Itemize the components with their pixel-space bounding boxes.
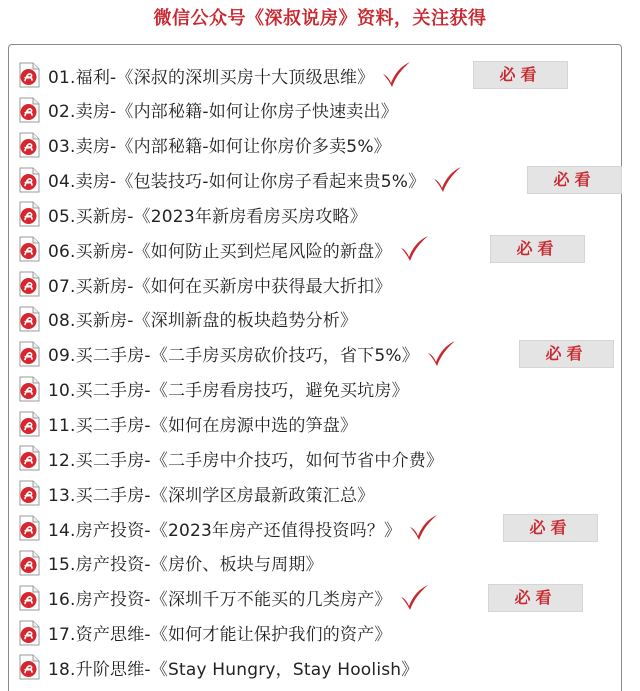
document-item[interactable] — [18, 372, 409, 406]
pdf-file-icon — [18, 654, 40, 680]
document-title: 18.升阶思维-《Stay Hungry，Stay Hoolish》 — [48, 659, 419, 680]
pdf-file-icon — [18, 376, 40, 402]
pdf-file-icon — [18, 132, 40, 158]
document-title: 10.买二手房-《二手房看房技巧，避免买坑房》 — [48, 381, 409, 402]
document-title: 13.买二手房-《深圳学区房最新政策汇总》 — [48, 485, 375, 506]
pdf-file-icon — [18, 620, 40, 646]
document-title: 01.福利-《深叔的深圳买房十大顶级思维》 — [48, 67, 375, 88]
document-item[interactable] — [18, 267, 392, 301]
pdf-file-icon — [18, 236, 40, 262]
document-item[interactable] — [18, 511, 439, 545]
must-read-button[interactable]: 必看 — [473, 61, 568, 89]
document-item[interactable] — [18, 58, 412, 92]
pdf-file-icon — [18, 515, 40, 541]
document-title: 14.房产投资-《2023年房产还值得投资吗？》 — [48, 520, 402, 541]
document-item[interactable] — [18, 93, 398, 127]
document-item[interactable] — [18, 197, 367, 231]
checkmark-icon — [431, 165, 463, 195]
pdf-file-icon — [18, 550, 40, 576]
pdf-file-icon — [18, 341, 40, 367]
document-title: 03.卖房-《内部秘籍-如何让你房价多卖5%》 — [48, 137, 391, 158]
document-item[interactable] — [18, 407, 357, 441]
document-title: 06.买新房-《如何防止买到烂尾风险的新盘》 — [48, 241, 392, 262]
pdf-file-icon — [18, 271, 40, 297]
pdf-file-icon — [18, 411, 40, 437]
document-item[interactable] — [18, 302, 357, 336]
pdf-file-icon — [18, 306, 40, 332]
checkmark-icon — [398, 234, 430, 264]
document-title: 12.买二手房-《二手房中介技巧，如何节省中介费》 — [48, 450, 444, 471]
must-read-button[interactable]: 必看 — [490, 235, 585, 263]
document-title: 05.买新房-《2023年新房看房买房攻略》 — [48, 206, 367, 227]
document-title: 15.房产投资-《房价、板块与周期》 — [48, 555, 323, 576]
document-item[interactable] — [18, 337, 457, 371]
document-item[interactable] — [18, 650, 418, 684]
document-title: 02.卖房-《内部秘籍-如何让你房子快速卖出》 — [48, 102, 398, 123]
pdf-file-icon — [18, 97, 40, 123]
document-title: 11.买二手房-《如何在房源中选的笋盘》 — [48, 416, 358, 436]
document-item[interactable] — [18, 476, 374, 510]
document-item[interactable] — [18, 616, 392, 650]
checkmark-icon — [398, 583, 430, 613]
pdf-file-icon — [18, 62, 40, 88]
pdf-file-icon — [18, 167, 40, 193]
document-item[interactable] — [18, 546, 323, 580]
document-title: 09.买二手房-《二手房买房砍价技巧，省下5%》 — [48, 346, 419, 367]
must-read-button[interactable]: 必看 — [519, 340, 614, 368]
document-title: 07.买新房-《如何在买新房中获得最大折扣》 — [48, 276, 392, 297]
must-read-button[interactable]: 必看 — [488, 584, 583, 612]
checkmark-icon — [425, 339, 457, 369]
document-title: 08.买新房-《深圳新盘的板块趋势分析》 — [48, 311, 358, 332]
pdf-file-icon — [18, 480, 40, 506]
document-item[interactable] — [18, 128, 391, 162]
page-title: 微信公众号《深叔说房》资料，关注获得 — [153, 8, 487, 29]
pdf-file-icon — [18, 445, 40, 471]
pdf-file-icon — [18, 585, 40, 611]
document-item[interactable] — [18, 163, 463, 197]
document-item[interactable] — [18, 441, 443, 475]
document-item[interactable] — [18, 581, 430, 615]
checkmark-icon — [380, 60, 412, 90]
document-title: 17.资产思维-《如何才能让保护我们的资产》 — [48, 625, 392, 646]
must-read-button[interactable]: 必看 — [527, 166, 622, 194]
pdf-file-icon — [18, 201, 40, 227]
document-title: 04.卖房-《包装技巧-如何让你房子看起来贵5%》 — [48, 172, 426, 193]
must-read-button[interactable]: 必看 — [503, 514, 598, 542]
document-title: 16.房产投资-《深圳千万不能买的几类房产》 — [48, 590, 392, 611]
checkmark-icon — [407, 513, 439, 543]
document-item[interactable] — [18, 232, 430, 266]
